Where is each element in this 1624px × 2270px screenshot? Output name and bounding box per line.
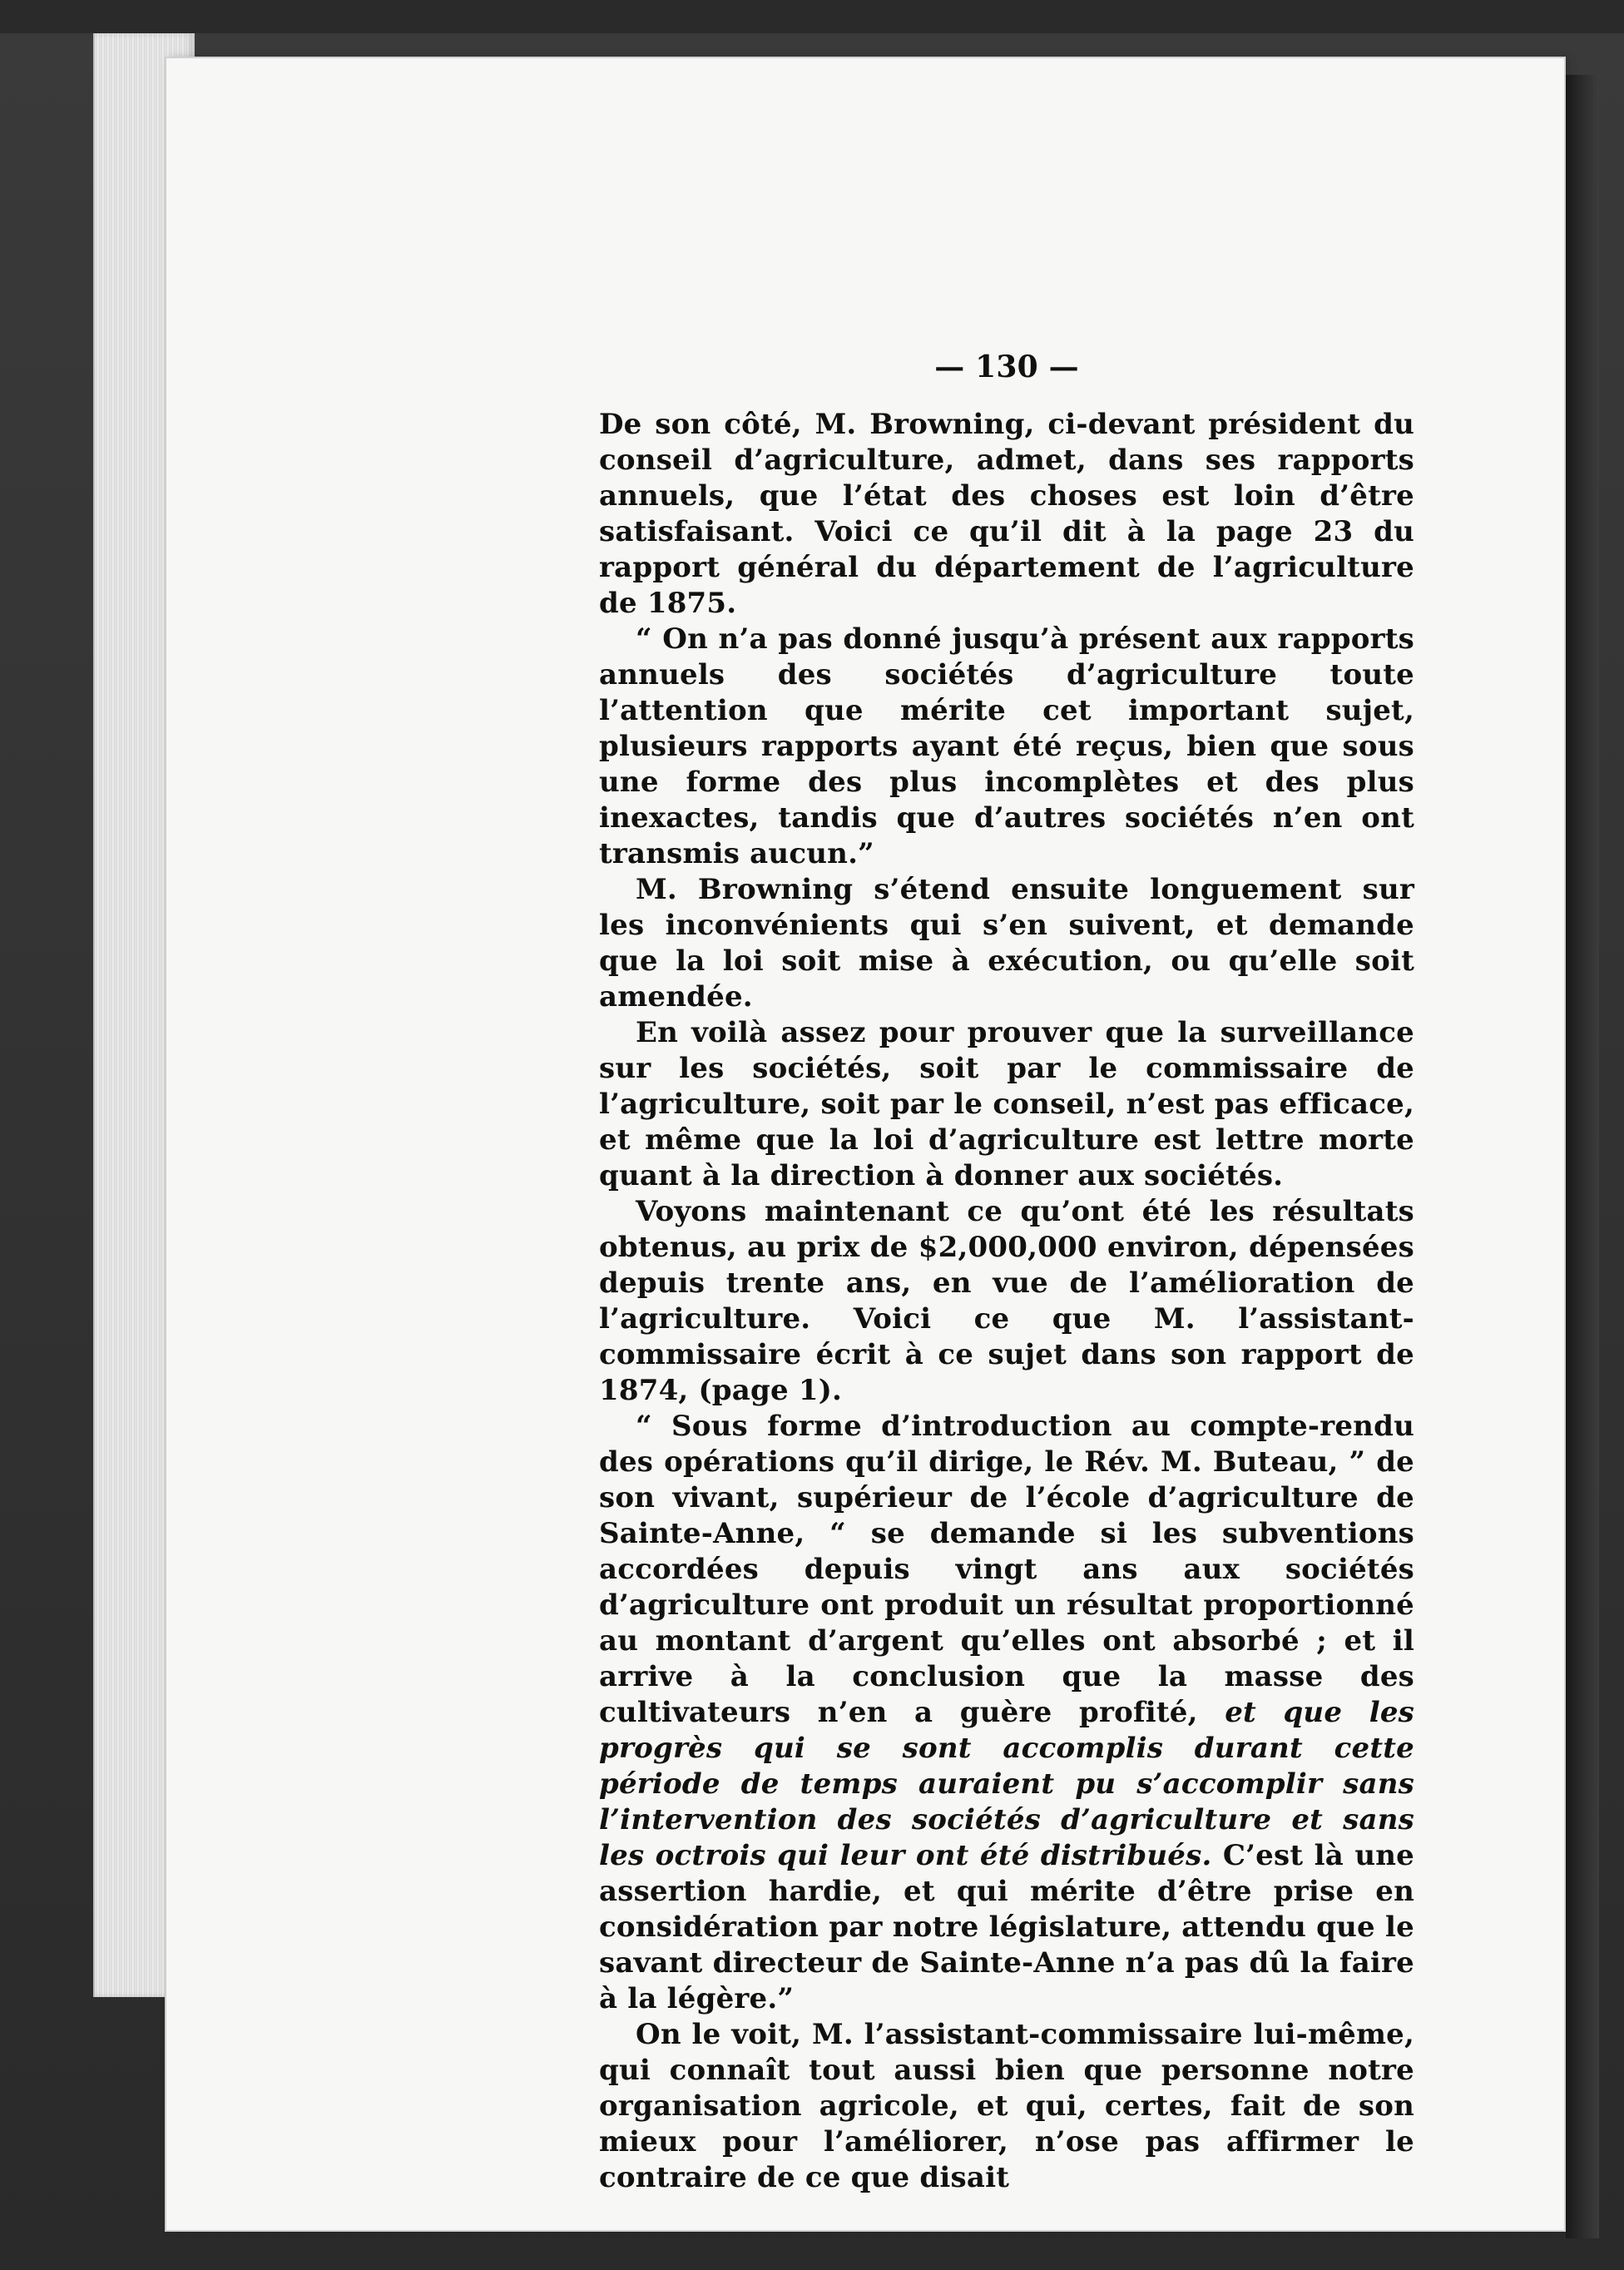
paragraph-6-text-before: “ Sous forme d’introduction au compte-rendu des opérations qu’il dirige, le Rév. M. Buteau, ” de son vivant, supérieur de l’école d’agriculture de Sainte-Anne, “ se demande si les subventions accordées depuis vingt ans aux sociétés d’agriculture ont produit un résultat proportionné au montant d’argent qu’elles ont absorbé ; et il arrive à la conclusion que la masse des cultivateurs n’en a guère profité,: [599, 1410, 1414, 1729]
paragraph-7: On le voit, M. l’assistant-commissaire lui-même, qui connaît tout aussi bien que personne notre organisation agricole, et qui, certes, fait de son mieux pour l’améliorer, n’ose pas affirmer le contraire de ce que disait: [599, 2018, 1414, 2194]
paragraph-6-italic-text: et que les progrès qui se sont accomplis durant cette période de temps auraient pu s’accomplir sans l’intervention des sociétés d’agriculture et sans les octrois qui leur ont été distribués.: [599, 1696, 1414, 1872]
page-number: — 130 —: [934, 349, 1079, 384]
paragraph-2: “ On n’a pas donné jusqu’à présent aux rapports annuels des sociétés d’agriculture toute l’attention que mérite cet important sujet, plusieurs rapports ayant été reçus, bien que sous une forme des plus incomplètes et des plus inexactes, tandis que d’autres sociétés n’en ont transmis aucun.”: [599, 622, 1414, 870]
paragraph-6: [599, 1409, 1414, 2017]
paragraph-6-text-after: C’est là une assertion hardie, et qui mérite d’être prise en considération par notre législature, attendu que le savant directeur de Sainte-Anne n’a pas dû la faire à la légère.”: [599, 1839, 1414, 2015]
top-dark-strip: [0, 0, 1624, 33]
right-dark-margin: [1566, 75, 1599, 2238]
paragraph-5: Voyons maintenant ce qu’ont été les résultats obtenus, au prix de $2,000,000 environ, dépensées depuis trente ans, en vue de l’amélioration de l’agriculture. Voici ce que M. l’assistant-commissaire écrit à ce sujet dans son rapport de 1874, (page 1).: [599, 1195, 1414, 1407]
paragraph-1: De son côté, M. Browning, ci-devant président du conseil d’agriculture, admet, dans ses rapports annuels, que l’état des choses est loin d’être satisfaisant. Voici ce qu’il dit à la page 23 du rapport général du département de l’agriculture de 1875.: [599, 408, 1414, 620]
paragraph-4: En voilà assez pour prouver que la surveillance sur les sociétés, soit par le commissaire de l’agriculture, soit par le conseil, n’est pas efficace, et même que la loi d’agriculture est lettre morte quant à la direction à donner aux sociétés.: [599, 1016, 1414, 1192]
paragraph-3: M. Browning s’étend ensuite longuement sur les inconvénients qui s’en suivent, et demande que la loi soit mise à exécution, ou qu’elle soit amendée.: [599, 873, 1414, 1014]
page-content: [599, 349, 1414, 2196]
